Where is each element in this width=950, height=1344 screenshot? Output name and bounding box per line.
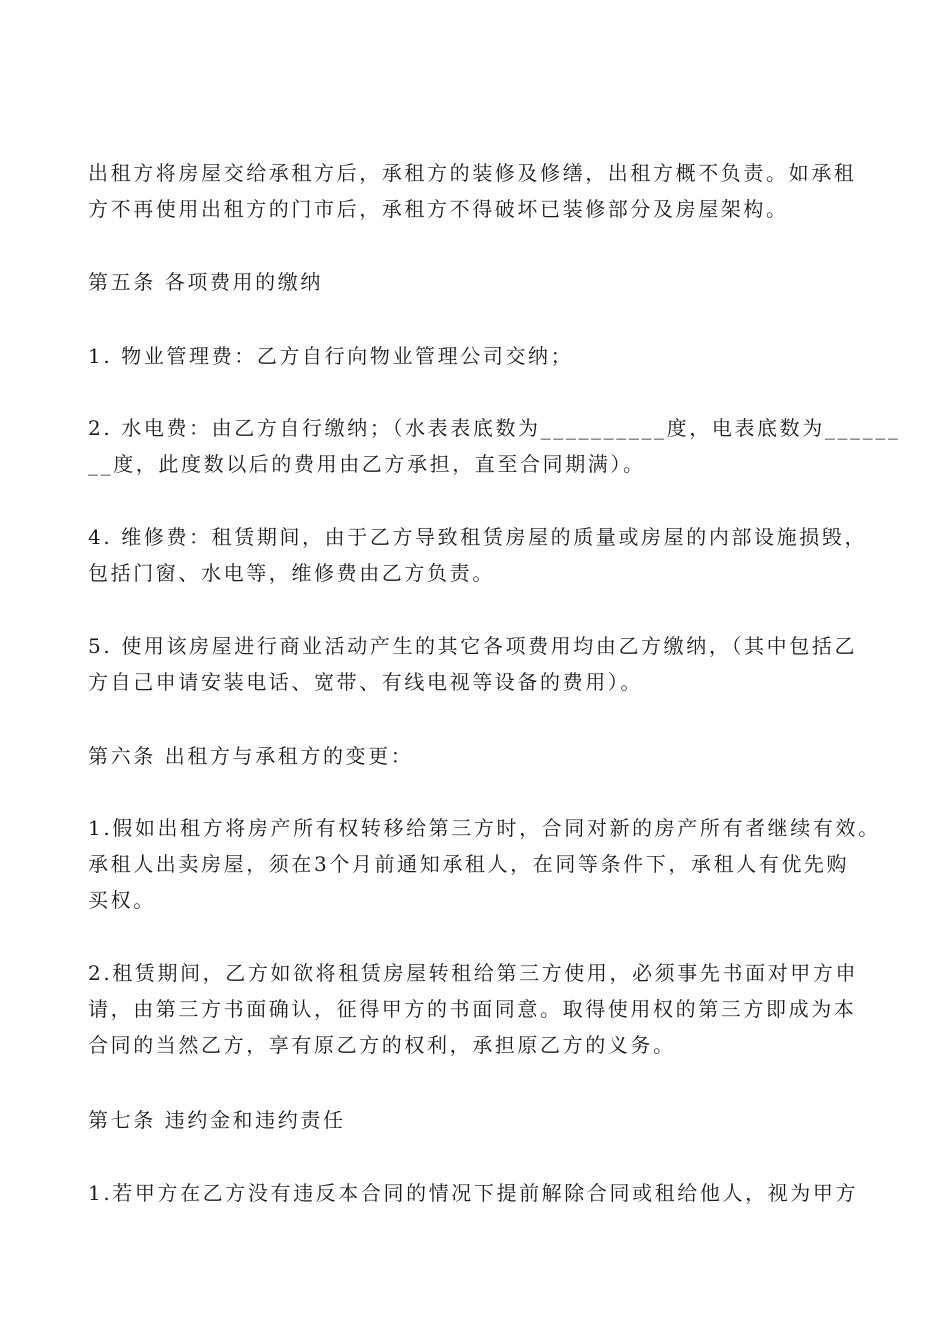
paragraph-ownership-transfer <box>88 810 881 918</box>
paragraph-breach-party-a <box>88 1175 878 1211</box>
heading-line: 第七条 违约金和违约责任 <box>88 1108 346 1132</box>
text-line: 4. 维修费：租赁期间，由于乙方导致租赁房屋的质量或房屋的内部设施损毁， <box>88 525 868 549</box>
text-line: 1. 物业管理费：乙方自行向物业管理公司交纳； <box>88 344 574 368</box>
text-line: 1.若甲方在乙方没有违反本合同的情况下提前解除合同或租给他人，视为甲方 <box>88 1181 859 1205</box>
text-line: __度，此度数以后的费用由乙方承担，直至合同期满）。 <box>88 452 646 476</box>
paragraph-other-fees <box>88 628 878 700</box>
section-heading-article-5 <box>88 264 878 300</box>
text-line: 方不再使用出租方的门市后，承租方不得破坏已装修部分及房屋架构。 <box>88 197 789 221</box>
paragraph-utility-fee <box>88 410 901 482</box>
paragraph-maintenance-fee <box>88 519 878 591</box>
text-line: 2.租赁期间，乙方如欲将租赁房屋转租给第三方使用，必须事先书面对甲方申 <box>88 961 859 985</box>
heading-line: 第五条 各项费用的缴纳 <box>88 270 323 294</box>
text-line: 5. 使用该房屋进行商业活动产生的其它各项费用均由乙方缴纳，（其中包括乙 <box>88 634 858 658</box>
text-line: 1.假如出租方将房产所有权转移给第三方时，合同对新的房产所有者继续有效。 <box>88 816 881 840</box>
text-line: 请，由第三方书面确认，征得甲方的书面同意。取得使用权的第三方即成为本 <box>88 997 857 1021</box>
text-line: 买权。 <box>88 888 156 912</box>
text-line: 方自己申请安装电话、宽带、有线电视等设备的费用）。 <box>88 670 643 694</box>
paragraph-decoration-liability <box>88 155 878 227</box>
heading-line: 第六条 出租方与承租方的变更： <box>88 744 414 768</box>
paragraph-sublease <box>88 955 878 1063</box>
text-line: 2. 水电费：由乙方自行缴纳；（水表表底数为__________度，电表底数为______ <box>88 416 901 440</box>
section-heading-article-7 <box>88 1102 878 1138</box>
text-line: 包括门窗、水电等，维修费由乙方负责。 <box>88 561 495 585</box>
text-line: 合同的当然乙方，享有原乙方的权利，承担原乙方的义务。 <box>88 1033 676 1057</box>
text-line: 出租方将房屋交给承租方后，承租方的装修及修缮，出租方概不负责。如承租 <box>88 161 857 185</box>
section-heading-article-6 <box>88 738 878 774</box>
paragraph-property-fee <box>88 338 878 374</box>
text-line: 承租人出卖房屋，须在3个月前通知承租人，在同等条件下，承租人有优先购 <box>88 852 850 876</box>
